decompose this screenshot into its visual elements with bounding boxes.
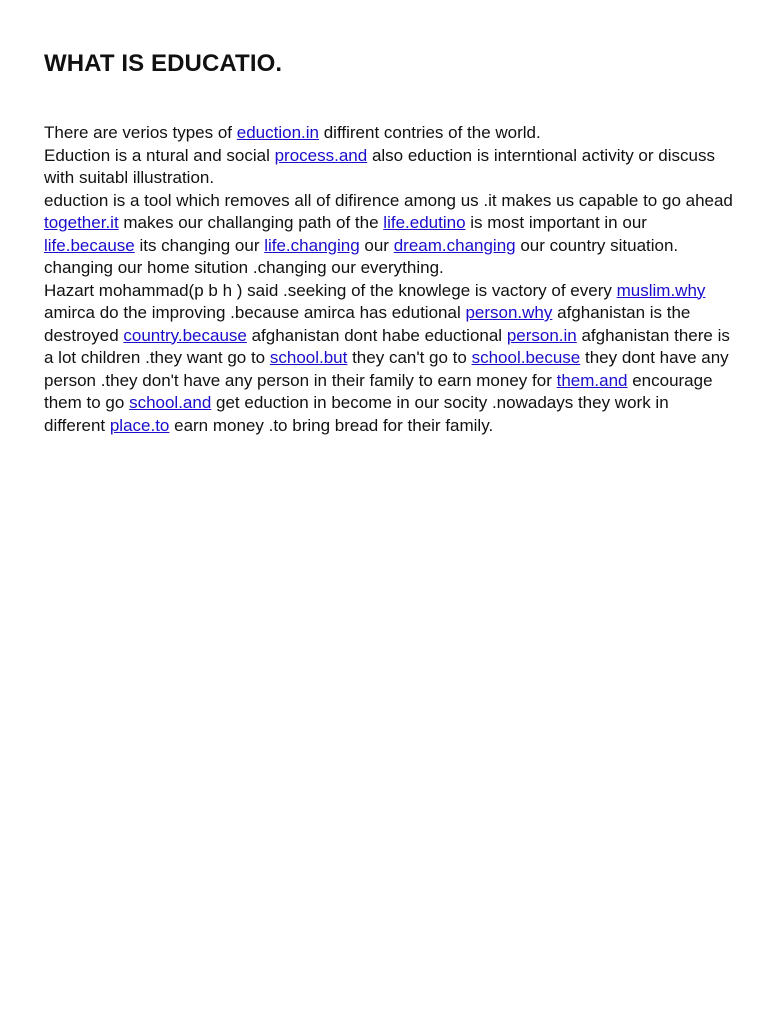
- paragraph-text: Eduction is a ntural and social: [44, 145, 275, 165]
- paragraph: [44, 122, 734, 145]
- inline-link[interactable]: process.and: [274, 145, 368, 165]
- inline-link[interactable]: dream.changing: [393, 235, 516, 255]
- inline-link[interactable]: school.and: [129, 393, 212, 412]
- paragraph-text: our country situation. changing our home sitution .changing our everything.: [44, 235, 679, 277]
- paragraph-text: our: [359, 235, 394, 255]
- paragraph-text: afghanistan dont habe eductional: [246, 325, 507, 345]
- inline-link[interactable]: life.because: [44, 235, 135, 255]
- paragraph-text: is most important in our: [465, 213, 647, 232]
- paragraph-text: they can't go to: [347, 348, 472, 367]
- paragraph-text: Hazart mohammad(p b h ) said .seeking of the knowlege is vactory of every: [44, 280, 617, 300]
- paragraph-text: its changing our: [134, 235, 265, 255]
- inline-link[interactable]: country.because: [123, 325, 247, 345]
- document-page: [44, 50, 734, 437]
- paragraph-text: diffirent contries of the world.: [319, 123, 541, 142]
- document-body: [44, 122, 734, 437]
- inline-link[interactable]: eduction.in: [236, 123, 319, 142]
- inline-link[interactable]: together.it: [44, 213, 119, 232]
- paragraph-text: makes our challanging path of the: [118, 213, 384, 232]
- paragraph: [44, 145, 734, 190]
- paragraph: [44, 280, 734, 438]
- paragraph-text: also eduction is interntional activity or discuss with suitabl illustration.: [44, 145, 715, 187]
- paragraph-text: earn money .to bring bread for their family.: [169, 415, 494, 435]
- paragraph-text: afghanistan is the destroyed: [44, 303, 691, 345]
- document-title: WHAT IS EDUCATIO.: [44, 50, 283, 77]
- inline-link[interactable]: life.edutino: [383, 213, 466, 232]
- paragraph-text: afghanistan there is a lot children .they want go to: [44, 325, 730, 367]
- paragraph-text: encourage them to go: [44, 370, 713, 412]
- inline-link[interactable]: person.in: [506, 325, 577, 345]
- paragraph-text: There are verios types of: [44, 123, 237, 142]
- inline-link[interactable]: muslim.why: [616, 280, 706, 300]
- paragraph-text: eduction is a tool which removes all of difirence among us .it makes us capable to go ahead: [44, 190, 733, 210]
- inline-link[interactable]: place.to: [109, 415, 170, 435]
- paragraph-text: amirca do the improving .because amirca has edutional: [44, 303, 466, 322]
- inline-link[interactable]: person.why: [465, 303, 553, 322]
- inline-link[interactable]: school.but: [269, 348, 348, 367]
- paragraph-text: they dont have any person .they don't have any person in their family to earn money for: [44, 348, 729, 390]
- inline-link[interactable]: them.and: [556, 370, 628, 390]
- paragraph: [44, 190, 734, 280]
- inline-link[interactable]: life.changing: [264, 235, 360, 255]
- paragraph-text: get eduction in become in our socity .nowadays they work in different: [44, 393, 669, 435]
- inline-link[interactable]: school.becuse: [471, 348, 581, 367]
